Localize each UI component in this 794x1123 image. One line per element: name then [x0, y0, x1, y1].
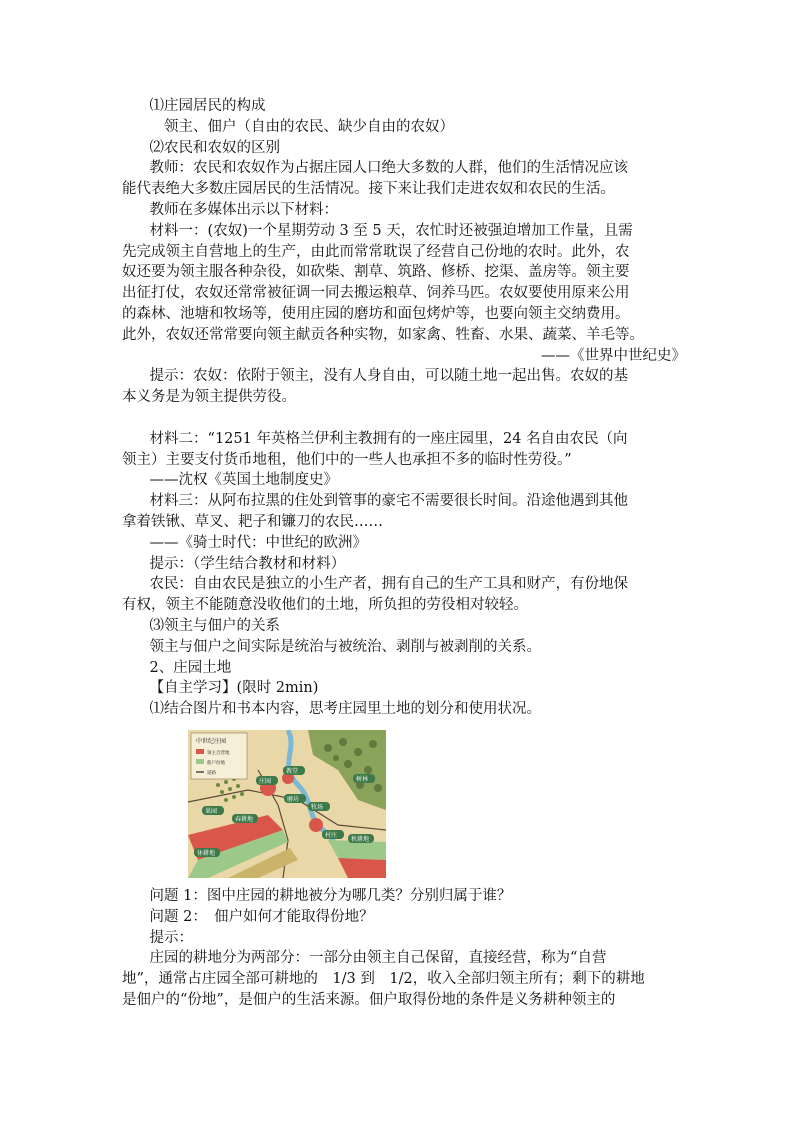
label-garden: 果园 [205, 807, 218, 815]
label-fallow-field: 休耕地 [197, 849, 216, 857]
before-line: 先完成领主自营地上的生产，由此而常常耽误了经营自己份地的农时。此外，农 [122, 243, 630, 260]
text-block-before-figure [122, 96, 688, 720]
label-spring-field: 春耕地 [235, 815, 254, 823]
before-line: ——《骑士时代：中世纪的欧洲》 [149, 534, 368, 551]
before-line: 【自主学习】(限时 2min) [149, 680, 319, 697]
before-line: 本义务是为领主提供劳役。 [122, 389, 296, 406]
before-line: ⑶领主与佃户的关系 [149, 617, 281, 634]
before-line: 奴还要为领主服各种杂役，如砍柴、割草、筑路、修桥、挖渠、盖房等。领主要 [122, 264, 630, 281]
before-line [122, 408, 688, 429]
after-line: 问题 1：图中庄园的耕地被分为哪几类？分别归属于谁？ [149, 887, 512, 904]
before-line: 提示：农奴：依附于领主，没有人身自由，可以随土地一起出售。农奴的基 [149, 368, 629, 385]
before-line: 的森林、池塘和牧场等，使用庄园的磨坊和面包烤炉等，也要向领主交纳费用。 [122, 305, 630, 322]
after-line: 提示： [149, 929, 194, 946]
text-block-after-figure [122, 886, 688, 1011]
before-line: 拿着铁锹、草叉、耙子和镰刀的农民…… [122, 513, 383, 530]
after-line: 问题 2： 佃户如何才能取得份地？ [149, 908, 374, 925]
legend-road: 道路 [207, 770, 216, 776]
before-line: ⑴庄园居民的构成 [149, 98, 266, 114]
legend-demesne: 领主自营地 [207, 750, 230, 756]
before-line: 领主）主要支付货币地租，他们中的一些人也承担不多的临时性劳役。” [122, 451, 572, 468]
village-building [309, 818, 323, 832]
label-village: 村庄 [325, 831, 338, 839]
legend-tenant: 佃户份地 [207, 760, 225, 766]
after-line: 庄园的耕地分为两部分：一部分由领主自己保留，直接经营，称为“自营 [149, 950, 607, 967]
before-line: ——《世界中世纪史》 [541, 347, 686, 364]
before-line: 教师在多媒体出示以下材料： [149, 201, 339, 218]
label-autumn-field: 秋耕地 [351, 835, 370, 843]
after-line: 是佃户的“份地”，是佃户的生活来源。佃户取得份地的条件是义务耕种领主的 [122, 991, 616, 1008]
manor-map-figure [188, 730, 386, 878]
before-line: 材料三：从阿布拉黑的住处到管事的豪宅不需要很长时间。沿途他遇到其他 [149, 493, 629, 510]
before-line: 出征打仗，农奴还常常被征调一同去搬运粮草、饲养马匹。农奴要使用原来公用 [122, 285, 630, 302]
before-line: 能代表绝大多数庄园居民的生活情况。接下来让我们走进农奴和农民的生活。 [122, 181, 615, 198]
before-line: 有权，领主不能随意没收他们的土地，所负担的劳役相对较轻。 [122, 597, 528, 614]
before-line: 农民：自由农民是独立的小生产者，拥有自己的生产工具和财产，有份地保 [149, 576, 629, 593]
before-line: ⑴结合图片和书本内容，思考庄园里土地的划分和使用状况。 [149, 701, 542, 718]
before-line: 领主与佃户之间实际是统治与被统治、剥削与被剥削的关系。 [149, 638, 542, 655]
before-line: 材料一：(农奴)一个星期劳动 3 至 5 天，农忙时还被强迫增加工作量，且需 [149, 222, 633, 239]
document-page [122, 96, 688, 1011]
after-line: 地”，通常占庄园全部可耕地的 1/3 到 1/2，收入全部归领主所有；剩下的耕地 [122, 971, 645, 988]
map-title: 中世纪庄园 [196, 737, 227, 745]
before-line: 提示：（学生结合教材和材料） [149, 555, 346, 572]
manor-map [188, 730, 386, 878]
before-line: 2、庄园土地 [149, 659, 232, 676]
legend-swatch-demesne [196, 749, 204, 754]
before-line: 此外，农奴还常常要向领主献贡各种实物，如家禽、牲畜、水果、蔬菜、羊毛等。 [122, 326, 644, 343]
before-line: 材料二：“1251 年英格兰伊利主教拥有的一座庄园里，24 名自由农民（向 [149, 430, 628, 447]
label-church: 教堂 [286, 767, 299, 775]
legend-swatch-tenant [196, 759, 204, 764]
before-line: 领主、佃户（自由的农民、缺少自由的农奴） [164, 118, 455, 135]
before-line: 教师：农民和农奴作为占据庄园人口绝大多数的人群，他们的生活情况应该 [149, 160, 629, 177]
label-mill: 磨坊 [287, 795, 300, 803]
label-pasture: 牧场 [311, 803, 324, 811]
before-line: ——沈权《英国土地制度史》 [149, 472, 339, 489]
before-line: ⑵农民和农奴的区别 [149, 139, 281, 156]
label-manor: 庄园 [259, 777, 272, 785]
label-forest: 树林 [356, 775, 369, 783]
